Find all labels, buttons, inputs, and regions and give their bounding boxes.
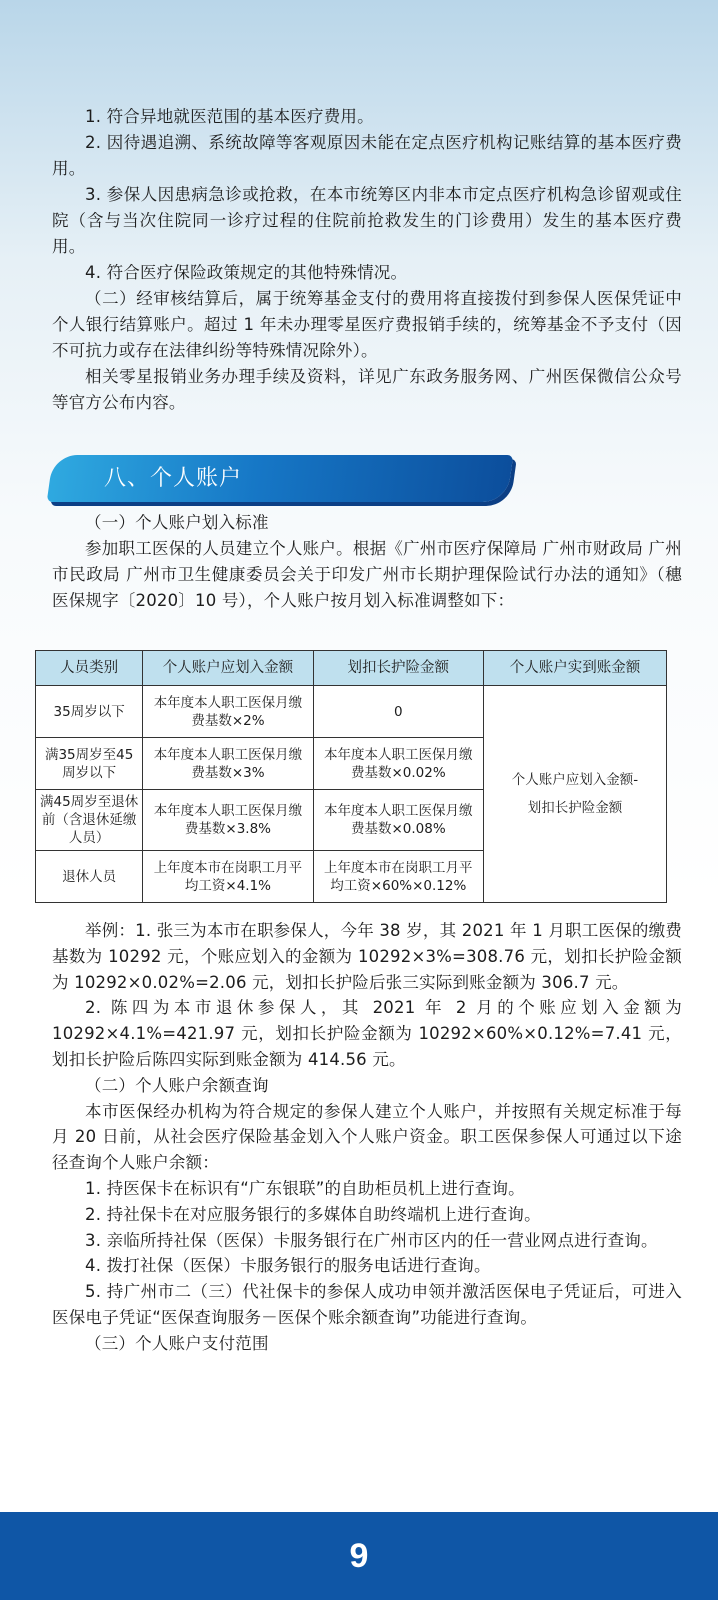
list-item: 2. 因待遇追溯、系统故障等客观原因未能在定点医疗机构记账结算的基本医疗费用。 xyxy=(52,133,682,178)
page-number: 9 xyxy=(349,1537,369,1575)
table-header-row xyxy=(36,651,667,686)
example-1: 举例：1. 张三为本市在职参保人，今年 38 岁，其 2021 年 1 月职工医保的缴费基数为 10292 元，个账应划入的金额为 10292×3%=308.76 元，划扣长护险金额为 10292×0.02%=2.06 元，划扣长护险后张三实际到账金额为 306.7 元。 xyxy=(52,921,682,992)
list-item: 3. 参保人因患病急诊或抢救，在本市统筹区内非本市定点医疗机构急诊留观或住院（含与当次住院同一诊疗过程的住院前抢救发生的门诊费用）发生的基本医疗费用。 xyxy=(52,185,682,256)
section-title: 八、个人账户 xyxy=(104,466,243,491)
cell-ltc: 本年度本人职工医保月缴费基数×0.02% xyxy=(313,738,483,790)
part1-paragraph: 参加职工医保的人员建立个人账户。根据《广州市医疗保障局 广州市财政局 广州市民政局 广州市卫生健康委员会关于印发广州市长期护理保险试行办法的通知》（穗医保规字〔2020〕10 号），个人账户按月划入标准调整如下： xyxy=(52,539,682,610)
col-header-category: 人员类别 xyxy=(36,651,143,686)
query-item: 1. 持医保卡在标识有“广东银联”的自助柜员机上进行查询。 xyxy=(85,1178,525,1198)
examples-and-query-block xyxy=(52,918,682,1357)
part3-heading: （三）个人账户支付范围 xyxy=(85,1333,269,1353)
settlement-paragraph: （二）经审核结算后，属于统筹基金支付的费用将直接拨付到参保人医保凭证中个人银行结算账户。超过 1 年未办理零星医疗费报销手续的，统筹基金不予支付（因不可抗力或存在法律纠纷等特殊情况除外）。 xyxy=(52,289,682,360)
reference-paragraph: 相关零星报销业务办理手续及资料，详见广东政务服务网、广州医保微信公众号等官方公布内容。 xyxy=(52,367,682,412)
cell-amount: 本年度本人职工医保月缴费基数×3.8% xyxy=(143,790,313,851)
cell-category: 35周岁以下 xyxy=(36,686,143,738)
cell-category: 退休人员 xyxy=(36,851,143,903)
part1-heading: （一）个人账户划入标准 xyxy=(85,513,269,532)
section-header-bar xyxy=(47,455,514,502)
part1-block xyxy=(52,510,682,614)
cell-category: 满45周岁至退休前（含退休延缴人员） xyxy=(36,790,143,851)
cell-ltc: 0 xyxy=(313,686,483,738)
cell-category: 满35周岁至45周岁以下 xyxy=(36,738,143,790)
col-header-actual: 个人账户实到账金额 xyxy=(483,651,666,686)
actual-line-2: 划扣长护险金额 xyxy=(527,800,623,816)
query-item: 4. 拨打社保（医保）卡服务银行的服务电话进行查询。 xyxy=(85,1256,491,1276)
query-item: 5. 持广州市二（三）代社保卡的参保人成功申领并激活医保电子凭证后，可进入医保电子凭证“医保查询服务－医保个账余额查询”功能进行查询。 xyxy=(52,1282,682,1327)
cell-ltc: 本年度本人职工医保月缴费基数×0.08% xyxy=(313,790,483,851)
cell-actual xyxy=(483,686,666,903)
query-item: 3. 亲临所持社保（医保）卡服务银行在广州市区内的任一营业网点进行查询。 xyxy=(85,1230,658,1250)
cell-amount: 本年度本人职工医保月缴费基数×3% xyxy=(143,738,313,790)
footer-bar xyxy=(0,1512,718,1600)
cell-amount: 本年度本人职工医保月缴费基数×2% xyxy=(143,686,313,738)
cell-ltc: 上年度本市在岗职工月平均工资×60%×0.12% xyxy=(313,851,483,903)
cell-amount: 上年度本市在岗职工月平均工资×4.1% xyxy=(143,851,313,903)
list-item: 4. 符合医疗保险政策规定的其他特殊情况。 xyxy=(85,263,408,282)
part2-heading: （二）个人账户余额查询 xyxy=(85,1075,269,1095)
query-item: 2. 持社保卡在对应服务银行的多媒体自助终端机上进行查询。 xyxy=(85,1204,541,1224)
list-item: 1. 符合异地就医范围的基本医疗费用。 xyxy=(85,107,374,126)
example-2: 2. 陈四为本市退休参保人，其 2021 年 2 月的个账应划入金额为 10292×4.1%=421.97 元，划扣长护险金额为 10292×60%×0.12%=7.41 元，划扣长护险后陈四实际到账金额为 414.56 元。 xyxy=(52,998,682,1069)
col-header-ltc: 划扣长护险金额 xyxy=(313,651,483,686)
part2-paragraph: 本市医保经办机构为符合规定的参保人建立个人账户，并按照有关规定标准于每月 20 日前，从社会医疗保险基金划入个人账户资金。职工医保参保人可通过以下途径查询个人账户余额： xyxy=(52,1101,682,1173)
account-standard-table xyxy=(35,650,667,903)
intro-block xyxy=(52,104,682,416)
col-header-amount: 个人账户应划入金额 xyxy=(143,651,313,686)
actual-line-1: 个人账户应划入金额- xyxy=(511,772,639,788)
table-row xyxy=(36,686,667,738)
